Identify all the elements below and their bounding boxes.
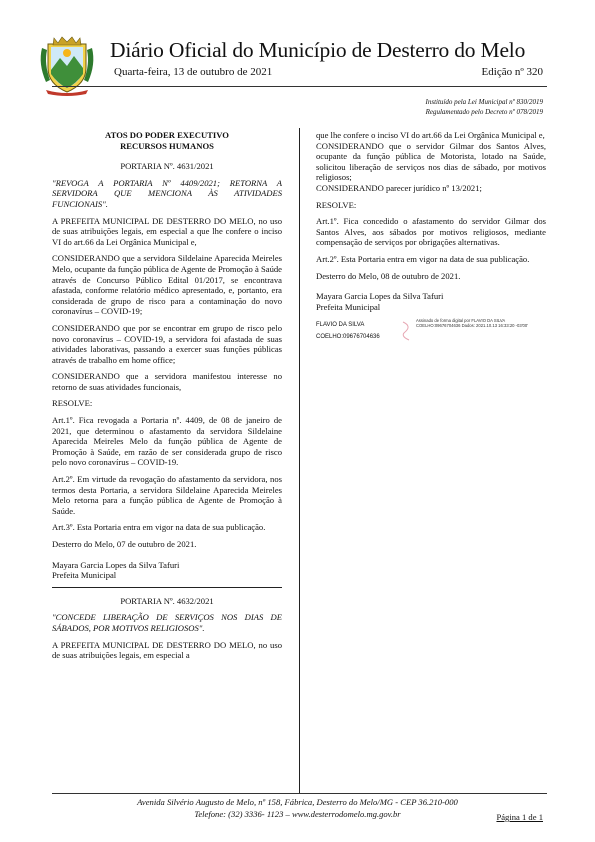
portaria-title: PORTARIA Nº. 4631/2021 (120, 161, 214, 172)
paragraph: Art.2º. Em virtude da revogação do afastamento da servidora, nos termos desta Portaria, a servidora Sildelaine Aparecida Meireles Melo retorna para a função pública de Agente de Promoção à Saúde. (52, 474, 282, 516)
footer-contact: Telefone: (32) 3336- 1123 – www.desterrodomelo.mg.gov.br (194, 809, 401, 819)
signature-squiggle-icon (400, 320, 414, 342)
certificate-details: Assinado de forma digital por FLAVIO DA SILVA COELHO:09676704636 Dados: 2021.10.13 16:33:20 -03'00' (416, 318, 528, 329)
publication-date: Quarta-feira, 13 de outubro de 2021 (114, 66, 273, 78)
paragraph: RESOLVE: (52, 398, 93, 409)
portaria-ementa: "REVOGA A PORTARIA Nº 4409/2021; RETORNA A SERVIDORA QUE MENCIONA ÀS ATIVIDADES FUNCIONAIS". (52, 177, 282, 209)
footer-address: Avenida Silvério Augusto de Melo, nº 158, Fábrica, Desterro do Melo/MG - CEP 36.210-000 (137, 797, 458, 807)
portaria-title: PORTARIA Nº. 4632/2021 (120, 595, 214, 606)
paragraph: CONSIDERANDO que a servidora manifestou interesse no retorno de suas atividades funcionais, (52, 371, 282, 392)
gazette-title: Diário Oficial do Município de Desterro do Melo (110, 38, 526, 62)
certificate-id: COELHO:09676704636 (316, 334, 380, 341)
column-divider (299, 128, 300, 793)
signer-role: Prefeita Municipal (316, 301, 381, 312)
section-subheading: RECURSOS HUMANOS (120, 140, 214, 151)
paragraph: A PREFEITA MUNICIPAL DE DESTERRO DO MELO, no uso de suas atribuições legais, em especial a (52, 639, 282, 661)
paragraph: RESOLVE: (316, 199, 357, 210)
section-heading: ATOS DO PODER EXECUTIVO (105, 130, 229, 140)
portaria-ementa: "CONCEDE LIBERAÇÃO DE SERVIÇOS NOS DIAS DE SÁBADOS, POR MOTIVOS RELIGIOSOS". (52, 612, 282, 633)
paragraph: Art.3º. Esta Portaria entra em vigor na data de sua publicação. (52, 522, 266, 533)
page-number: Página 1 de 1 (496, 812, 543, 822)
signer-role: Prefeita Municipal (52, 570, 117, 581)
left-column (52, 130, 282, 667)
paragraph: CONSIDERANDO que a servidora Sildelaine Aparecida Meireles Melo, ocupante da função pública de Agente de Promoção à Saúde através de Concurso Público Edital 01/2017, se encontrava afastada, conforme relatório médico apresentado, e, portanto, era considerada de grupo de risco para a contaminação do novo coronavírus – COVID-19; (52, 253, 282, 317)
paragraph: Art.2º. Esta Portaria entra em vigor na data de sua publicação. (316, 253, 530, 264)
certificate-name: FLAVIO DA SILVA (316, 322, 365, 329)
paragraph: CONSIDERANDO parecer jurídico nº 13/2021; (316, 182, 482, 193)
portaria-divider (52, 587, 282, 588)
paragraph: CONSIDERANDO que por se encontrar em grupo de risco pelo novo coronavírus – COVID-19, a servidora foi afastada de suas atividades laborativas, passando a exercer suas funções públicas através de trabalho em home office; (52, 322, 282, 365)
edition-number: Edição nº 320 (481, 66, 543, 78)
institution-decree: Regulamentado pelo Decreto nº 078/2019 (425, 108, 543, 116)
header-divider (52, 86, 547, 87)
paragraph: CONSIDERANDO que o servidor Gilmar dos Santos Alves, ocupante da função pública de Motorista, lotado na Saúde, solicitou liberação de serviços nos dias de sábado, por motivos religiosos; (316, 140, 546, 183)
paragraph: Desterro do Melo, 08 de outubro de 2021. (316, 270, 461, 281)
right-column (316, 130, 546, 350)
paragraph: que lhe confere o inciso VI do art.66 da Lei Orgânica Municipal e, (316, 130, 545, 140)
signer-name: Mayara Garcia Lopes da Silva Tafuri (316, 291, 444, 302)
signature-block (316, 291, 546, 312)
signer-name: Mayara Garcia Lopes da Silva Tafuri (52, 559, 180, 570)
institution-law: Instituído pela Lei Municipal nº 830/2019 (425, 98, 543, 106)
paragraph: Art.1º. Fica revogada a Portaria nº. 4409, de 08 de janeiro de 2021, que determinou o afastamento da servidora Sildelaine Aparecida Meireles Melo da função pública de Agente de Promoção à Saúde, em razão de ser considerada grupo de risco pelo novo coronavírus – COVID-19. (52, 415, 282, 468)
footer-divider (52, 793, 547, 794)
digital-signature-stamp (316, 316, 546, 350)
paragraph: Desterro do Melo, 07 de outubro de 2021. (52, 539, 197, 549)
paragraph: A PREFEITA MUNICIPAL DE DESTERRO DO MELO, no uso de suas atribuições legais, em especial a que lhe confere o inciso VI do art.66 da Lei Orgânica Municipal e, (52, 215, 282, 247)
paragraph: Art.1º. Fica concedido o afastamento do servidor Gilmar dos Santos Alves, aos sábados por motivos religiosos, mediante compensação de serviços por obrigações alternativas. (316, 216, 546, 248)
signature-block (52, 560, 282, 581)
